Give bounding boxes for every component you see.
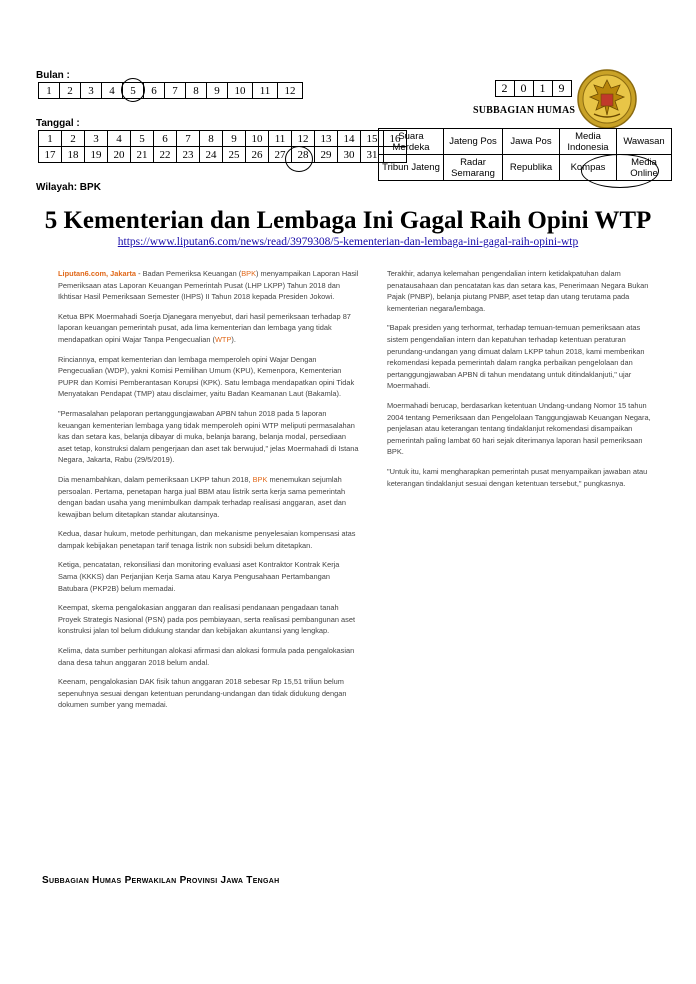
bulan-cell: 7	[165, 83, 186, 99]
tanggal-label: Tanggal :	[36, 118, 80, 129]
selected-month-circle	[121, 78, 145, 102]
article-title: 5 Kementerian dan Lembaga Ini Gagal Raih Opini WTP	[44, 207, 652, 234]
bpk-link[interactable]: BPK	[252, 474, 268, 484]
tanggal-cell: 12	[292, 131, 315, 147]
year-digit: 1	[534, 81, 553, 97]
tanggal-cell: 27	[269, 147, 292, 163]
text-span: - Badan Pemeriksa Keuangan (	[136, 269, 242, 278]
subbagian-humas-label: SUBBAGIAN HUMAS	[473, 105, 576, 116]
text-span: ).	[231, 334, 236, 344]
tanggal-cell: 30	[338, 147, 361, 163]
media-cell: Media Indonesia	[560, 129, 617, 155]
article-paragraph	[58, 311, 360, 346]
tanggal-table	[38, 130, 407, 163]
year-table	[495, 80, 572, 97]
bulan-cell: 5	[123, 83, 144, 99]
article-paragraph: Keempat, skema pengalokasian anggaran dan realisasi pendanaan pengadaan tanah Proyek Strategis Nasional (PSN) pada pos pembiayaan, serta realisasi pembangunan aset konstruksi jalan tol belum didukung standar dan kebijakan akuntansi yang lengkap.	[58, 603, 356, 636]
wtp-link[interactable]: WTP	[214, 334, 232, 344]
bulan-cell: 9	[207, 83, 228, 99]
year-digit: 0	[515, 81, 534, 97]
media-cell: Tribun Jateng	[379, 155, 444, 181]
tanggal-cell: 22	[154, 147, 177, 163]
article-paragraph: Kedua, dasar hukum, metode perhitungan, dan mekanisme penyelesaian kompensasi atas dampak kebijakan penetapan tarif tenaga listrik non subsidi belum ditetapkan.	[58, 529, 356, 550]
bulan-cell: 2	[60, 83, 81, 99]
article-paragraph: "Bapak presiden yang terhormat, terhadap temuan-temuan pemeriksaan atas sistem pengendalian intern dan kepatuhan terhadap ketentuan peraturan perundang-undangan yang dimuat dalam LKPP tahun 2018, kami memberikan rekomendasi kepada pemerintah dalam rangka perbaikan pengelolaan dan pertanggungjawaban APBN di tahun mendatang untuk ditindaklanjuti," ujar Moermahadi.	[387, 323, 645, 391]
tanggal-cell: 21	[131, 147, 154, 163]
tanggal-cell: 1	[39, 131, 62, 147]
footer-label: Subbagian Humas Perwakilan Provinsi Jawa Tengah	[42, 875, 280, 886]
tanggal-cell: 3	[85, 131, 108, 147]
media-cell: Wawasan	[617, 129, 672, 155]
bulan-cell: 1	[39, 83, 60, 99]
media-cell: Republika	[503, 155, 560, 181]
tanggal-cell: 20	[108, 147, 131, 163]
tanggal-cell: 10	[246, 131, 269, 147]
tanggal-cell: 15	[361, 131, 384, 147]
article-paragraph: Ketiga, pencatatan, rekonsiliasi dan monitoring evaluasi aset Kontraktor Kontrak Kerja Sama (KKKS) dan Perjanjian Kerja Sama atau Karya Pengusahaan Pertambangan Batubara (PKP2B) belum memadai.	[58, 560, 340, 593]
bulan-cell: 10	[228, 83, 253, 99]
tanggal-cell: 17	[39, 147, 62, 163]
media-cell: Suara Merdeka	[379, 129, 444, 155]
tanggal-cell: 8	[200, 131, 223, 147]
bulan-cell: 11	[253, 83, 278, 99]
text-span: menemukan sejumlah persoalan. Pertama, penetapan harga jual BBM atau listrik serta kerja sama pemerintah dengan badan usaha yang menimbulkan dampak terhadap realisasi anggaran, aset dan kewajiban belum ditetapkan standar akutansinya.	[58, 474, 347, 519]
media-cell: Jateng Pos	[444, 129, 503, 155]
article-paragraph	[58, 474, 360, 520]
text-span: Ketua BPK Moermahadi Soerja Djanegara menyebut, dari hasil pemeriksaan terhadap 87 laporan keuangan pemerintah pusat, ada lima kementerian dan lembaga yang tidak mendapatkan opini Wajar Tanpa Pengecualian (	[58, 311, 351, 344]
tanggal-cell: 7	[177, 131, 200, 147]
media-cell: Jawa Pos	[503, 129, 560, 155]
bulan-table	[38, 82, 303, 99]
tanggal-cell: 25	[223, 147, 246, 163]
tanggal-cell: 6	[154, 131, 177, 147]
tanggal-cell: 11	[269, 131, 292, 147]
article-right-column	[387, 268, 655, 497]
article-paragraph: Rinciannya, empat kementerian dan lembaga memperoleh opini Wajar Dengan Pengecualian (WDP), yakni Komisi Pemilihan Umum (KPU), Kemenpora, Kementerian PUPR dan Komisi Pemberantasan Korupsi (KPK). Satu lembaga mendapatkan opini Tidak Menyatakan Pendapat (TMP) atau disclaimer, yaitu Badan Keamanan Laut (Bakamla).	[58, 354, 355, 399]
year-digit: 9	[553, 81, 572, 97]
bulan-cell: 12	[278, 83, 303, 99]
text-span: ) menyampaikan Laporan Hasil Pemeriksaan atas Laporan Keuangan Pemerintah Pusat (LHP LKPP) Tahun 2018 dan Ikhtisar Hasil Pemeriksaan Semester (IHPS) II Tahun 2018 kepada Presiden Jokowi.	[58, 269, 359, 302]
article-left-column	[58, 268, 360, 719]
bulan-cell: 6	[144, 83, 165, 99]
tanggal-cell: 14	[338, 131, 361, 147]
article-paragraph	[58, 268, 360, 303]
bulan-cell: 4	[102, 83, 123, 99]
bulan-label: Bulan :	[36, 70, 70, 81]
media-cell: Radar Semarang	[444, 155, 503, 181]
tanggal-cell: 13	[315, 131, 338, 147]
article-paragraph: Moermahadi berucap, berdasarkan ketentuan Undang-undang Nomor 15 tahun 2004 tentang Pemeriksaan dan Pengelolaan Tanggungjawab Keuangan Negara, penjelasan atau keterangan tentang tindaklanjut rekomendasi disampaikan pemerintah paling lambat 60 hari sejak diterimanya laporan hasil pemeriksaan BPK.	[387, 400, 651, 457]
tanggal-cell: 9	[223, 131, 246, 147]
wilayah-label: Wilayah: BPK	[36, 182, 101, 193]
media-cell: Media Online	[617, 155, 672, 181]
tanggal-cell: 18	[62, 147, 85, 163]
year-digit: 2	[496, 81, 515, 97]
tanggal-cell: 23	[177, 147, 200, 163]
article-paragraph: "Untuk itu, kami mengharapkan pemerintah pusat menyampaikan jawaban atau keterangan tindaklanjut sesuai dengan ketentuan tersebut," pungkasnya.	[387, 466, 648, 488]
source-label: Liputan6.com, Jakarta	[58, 269, 137, 278]
media-cell: Kompas	[560, 155, 617, 181]
tanggal-cell: 26	[246, 147, 269, 163]
bulan-cell: 8	[186, 83, 207, 99]
tanggal-cell: 31	[361, 147, 384, 163]
tanggal-cell: 5	[131, 131, 154, 147]
tanggal-cell: 2	[62, 131, 85, 147]
tanggal-cell: 4	[108, 131, 131, 147]
article-paragraph: Kelima, data sumber perhitungan alokasi afirmasi dan alokasi formula pada pengalokasian dana desa tahun anggaran 2018 belum andal.	[58, 646, 355, 667]
tanggal-cell: 29	[315, 147, 338, 163]
selected-media-circle	[581, 154, 659, 188]
tanggal-cell: 16	[384, 131, 407, 147]
article-paragraph: "Permasalahan pelaporan pertanggungjawaban APBN tahun 2018 pada 5 laporan keuangan kementerian lembaga yang tidak memperoleh opini WTP meliputi permasalahan kas dan setara kas, belanja dibayar di muka, belanja barang, belanja modal, persediaan aset tetap, konstruksi dalam pengerjaan dan aset tak berwujud," jelas Moermahadi di Istana Negara, Jakarta, Rabu (29/5/2019).	[58, 408, 359, 465]
article-paragraph: Keenam, pengalokasian DAK fisik tahun anggaran 2018 sebesar Rp 15,51 triliun belum sepenuhnya sesuai dengan ketentuan perundang-undangan dan tidak didukung dengan dokumen sumber yang memadai.	[58, 677, 347, 710]
tanggal-cell: 19	[85, 147, 108, 163]
garuda-emblem-icon	[576, 68, 638, 130]
tanggal-cell: 24	[200, 147, 223, 163]
article-url-link[interactable]: https://www.liputan6.com/news/read/3979308/5-kementerian-dan-lembaga-ini-gagal-raih-opini-wtp	[117, 236, 579, 248]
selected-date-circle	[285, 146, 313, 172]
tanggal-cell: 28	[292, 147, 315, 163]
text-span: Dia menambahkan, dalam pemeriksaan LKPP tahun 2018,	[58, 474, 253, 484]
bulan-cell: 3	[81, 83, 102, 99]
article-paragraph: Terakhir, adanya kelemahan pengendalian intern ketidakpatuhan dalam penatausahaan dan pencatatan kas dan setara kas, Penerimaan Negara Bukan Pajak (PNBP), belanja piutang PNBP, aset tetap dan utang terutama pada kementerian negara/lembaga.	[387, 269, 649, 313]
bpk-link[interactable]: BPK	[241, 269, 257, 278]
